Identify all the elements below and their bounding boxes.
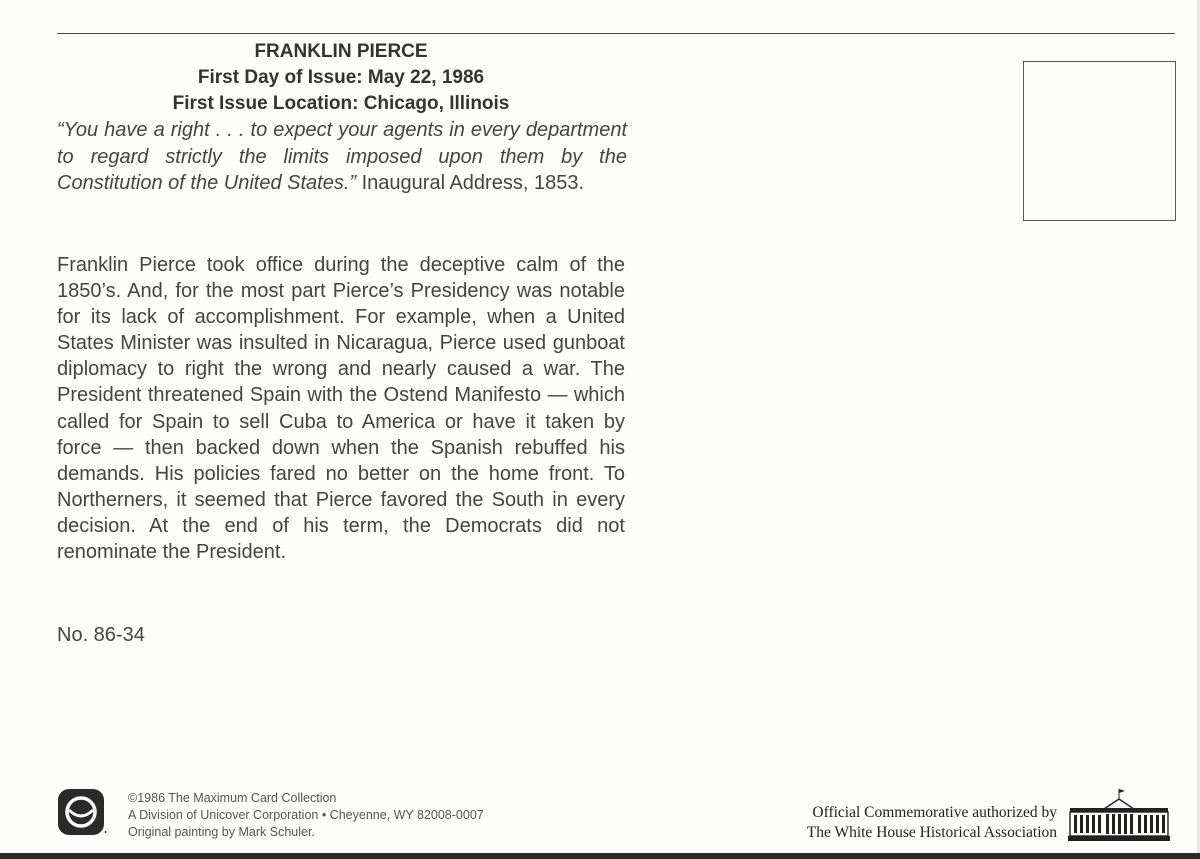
association-line-1: Official Commemorative authorized by: [812, 804, 1057, 821]
publisher-credits: [128, 790, 484, 841]
publisher-address: A Division of Unicover Corporation • Cheyenne, WY 82008-0007: [128, 808, 484, 822]
card-number: No. 86-34: [57, 624, 145, 646]
quote-text: “You have a right . . . to expect your agents in every department to regard strictly the limits imposed upon them by the Constitution of the United States.”: [57, 119, 627, 194]
copyright-line: ©1986 The Maximum Card Collection: [128, 791, 337, 805]
association-line-2: The White House Historical Association: [806, 824, 1057, 841]
first-day-of-issue: First Day of Issue: May 22, 1986: [197, 67, 485, 88]
inaugural-quote: [57, 117, 627, 197]
first-issue-location: First Issue Location: Chicago, Illinois: [172, 93, 510, 114]
stamp-placement-box: [1023, 61, 1176, 221]
card-title: FRANKLIN PIERCE: [254, 41, 428, 62]
association-statement: [740, 803, 1057, 843]
biography-paragraph: Franklin Pierce took office during the deceptive calm of the 1850’s. And, for the most part Pierce’s Presidency was notable for its lack of accomplishment. For example, when a United States Minister was insulted in Nicaragua, Pierce used gunboat diplomacy to right the wrong and nearly caused a war. The President threatened Spain with the Ostend Manifesto — which called for Spain to sell Cuba to America or have it taken by force — then backed down when the Spanish rebuffed his demands. His policies fared no better on the home front. To Northerners, it seemed that Pierce favored the South in every decision. At the end of his term, the Democrats did not renominate the President.: [57, 254, 625, 564]
unicover-logo-icon: [57, 788, 107, 838]
white-house-icon: [1068, 787, 1170, 843]
card-bottom-edge: [0, 853, 1200, 859]
top-rule: [57, 33, 1175, 34]
quote-source: Inaugural Address, 1853.: [356, 172, 585, 194]
card-header: [57, 39, 625, 117]
painting-credit: Original painting by Mark Schuler.: [128, 825, 315, 839]
